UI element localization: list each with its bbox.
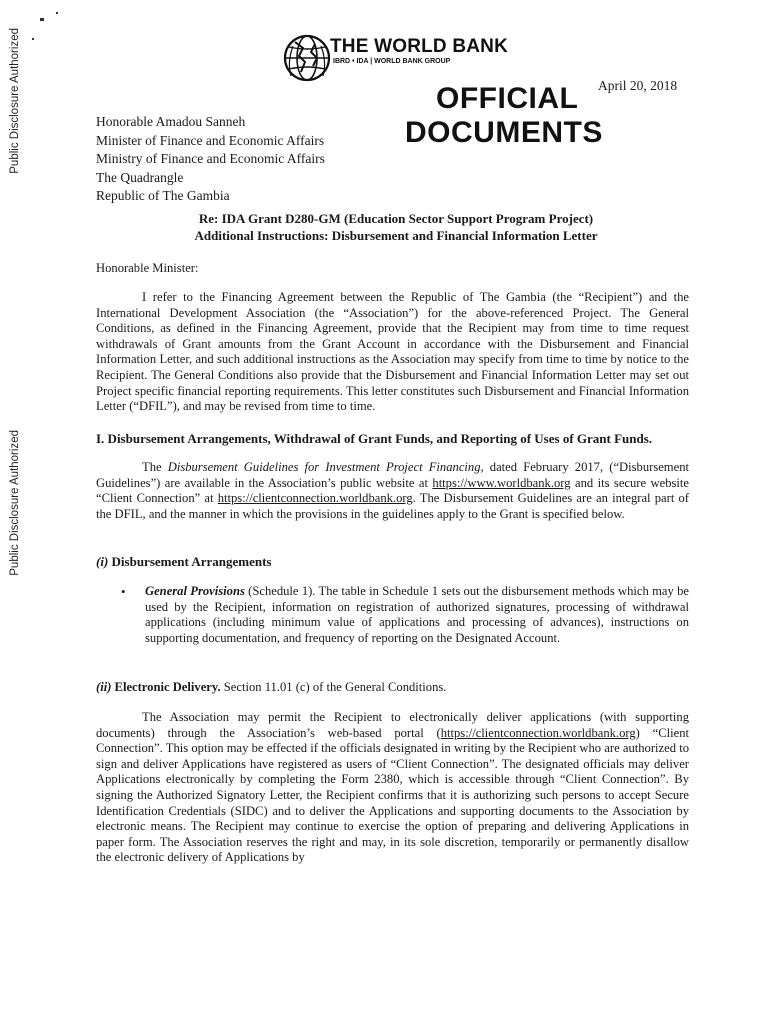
bullet-icon: •	[121, 584, 126, 599]
subheading-numeral: (i)	[96, 554, 109, 569]
world-bank-logo-icon	[281, 32, 333, 84]
scan-speck	[32, 38, 34, 40]
worldbank-website-link[interactable]: https://www.worldbank.org	[432, 475, 571, 490]
client-connection-link[interactable]: https://clientconnection.worldbank.org	[217, 491, 413, 506]
salutation: Honorable Minister:	[96, 261, 199, 275]
paragraph-electronic-delivery	[96, 710, 689, 866]
subheading-text: Section 11.01 (c) of the General Conditions.	[220, 680, 447, 694]
scan-speck	[40, 18, 44, 21]
official-stamp-line2: DOCUMENTS	[405, 116, 603, 149]
text-span: The	[142, 460, 168, 474]
text-span: . The Disbursement Guidelines are an integral part of the DFIL, and the manner in which the provisions in the guidelines apply to the Grant is specified below.	[96, 491, 690, 521]
subheading-title: Disbursement Arrangements	[108, 554, 272, 569]
section-heading-1: I. Disbursement Arrangements, Withdrawal of Grant Funds, and Reporting of Uses of Grant Funds.	[96, 431, 653, 446]
subject-line-2: Additional Instructions: Disbursement and Financial Information Letter	[194, 228, 598, 243]
address-line: Republic of The Gambia	[96, 188, 230, 203]
paragraph-guidelines	[96, 460, 689, 522]
subject-line-1: Re: IDA Grant D280-GM (Education Sector Support Program Project)	[198, 211, 594, 226]
text-span: and its secure website “Client Connection” at	[96, 475, 689, 506]
text-span: ) “Client Connection”. This option may be effected if the officials designated in writing by the Recipient who are authorized to sign and deliver Applications have registered as users of “Client Connection”. The designated officials may deliver Applications electronically by completing the Form 2380, which is accessible through “Client Connection”. By signing the Authorized Signatory Letter, the Recipient confirms that it is authorizing such persons to accept Secure Identification Credentials (SIDC) and to deliver the Applications and supporting documents to the Association by electronic means. The Recipient may continue to exercise the option of preparing and delivering Applications in paper form. The Association reserves the right and may, in its sole discretion, temporarily or permanently disallow the electronic delivery of Applications by	[96, 725, 690, 865]
client-connection-link[interactable]: https://clientconnection.worldbank.org	[440, 725, 636, 740]
address-line: Honorable Amadou Sanneh	[96, 114, 246, 129]
address-line: The Quadrangle	[96, 169, 184, 185]
subheading-numeral: (ii)	[96, 680, 112, 694]
subject-line	[96, 210, 696, 244]
disclosure-side-label: Public Disclosure Authorized	[9, 28, 21, 174]
text-span: , dated February 2017, (“Disbursement Guidelines”) are available in the Association’s public website at	[96, 460, 689, 490]
text-span: The Association may permit the Recipient to electronically deliver applications (with supporting documents) through the Association’s web-based portal (	[96, 710, 689, 740]
subheading-lead: Electronic Delivery.	[111, 680, 221, 694]
subheading-electronic-delivery	[96, 680, 689, 696]
paragraph-intro: I refer to the Financing Agreement between the Republic of The Gambia (the “Recipient”) and the International Development Association (the “Association”) for the above-referenced Project. The General Conditions, as defined in the Financing Agreement, provide that the Recipient may from time to time request withdrawals of Grant amounts from the Grant Account in accordance with the Disbursement and Financial Information Letter, and such additional instructions as the Association may specify from time to time by notice to the Recipient. The General Conditions also provide that the Disbursement and Financial Information Letter may set out Project specific financial reporting requirements. This letter constitutes such Disbursement and Financial Information Letter (“DFIL”), and may be revised from time to time.	[96, 290, 689, 414]
guidelines-title: Disbursement Guidelines for Investment Project Financing	[167, 460, 481, 474]
official-stamp-line1: OFFICIAL	[436, 82, 579, 115]
letter-date: April 20, 2018	[598, 78, 678, 93]
organization-subtitle: IBRD • IDA | WORLD BANK GROUP	[333, 58, 451, 65]
address-line: Minister of Finance and Economic Affairs	[96, 132, 325, 148]
organization-name: THE WORLD BANK	[330, 36, 509, 57]
disclosure-side-label: Public Disclosure Authorized	[9, 430, 21, 576]
scan-speck	[56, 12, 58, 14]
address-line: Ministry of Finance and Economic Affairs	[96, 151, 325, 166]
recipient-address	[96, 113, 325, 206]
bullet-general-provisions	[145, 584, 689, 646]
bullet-text: (Schedule 1). The table in Schedule 1 sets out the disbursement methods which may be used by the Recipient, information on registration of authorized signatures, processing of withdrawal applications (including minimum value of applications and processing of advances), instructions on supporting documentation, and frequency of reporting on the Designated Account.	[145, 584, 689, 645]
subheading-disbursement-arrangements	[96, 554, 689, 570]
bullet-lead: General Provisions	[145, 584, 245, 598]
